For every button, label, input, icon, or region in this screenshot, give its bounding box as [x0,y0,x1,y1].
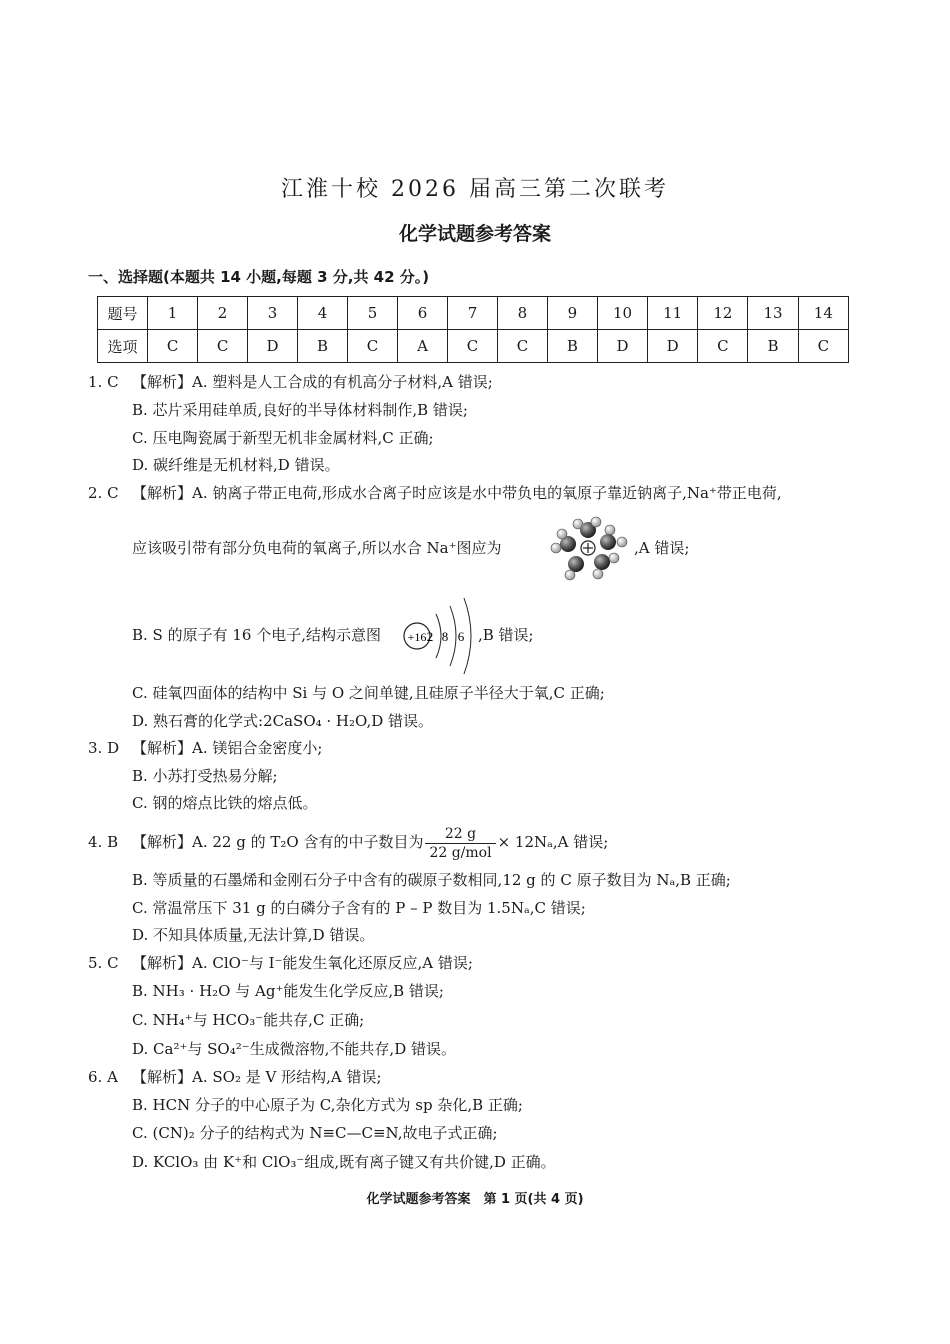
question-number: 9 [547,297,597,330]
q6-line-1 [88,1067,382,1087]
q5-line-2: B. NH₃ · H₂O 与 Ag⁺能发生化学反应,B 错误; [132,982,444,1000]
document-subtitle: 化学试题参考答案 [398,223,551,245]
answer-cell: C [698,330,748,363]
q2-line-3 [132,625,381,645]
electron-shell-arc [450,606,456,666]
q2-text-2a: 应该吸引带有部分负电荷的氧离子,所以水合 Na⁺图应为 [132,539,502,557]
q4-line-1 [88,822,608,862]
question-number: 11 [648,297,698,330]
page-footer: 化学试题参考答案 第 1 页(共 4 页) [366,1192,584,1207]
q2-number: 2. C [88,484,119,502]
answer-row [98,330,849,363]
q2-line-4: C. 硅氧四面体的结构中 Si 与 O 之间单键,且硅原子半径大于氧,C 正确; [132,684,605,702]
row-label-question: 题号 [98,297,148,330]
water-molecule [565,556,584,580]
q2-line-1 [88,483,782,503]
question-number: 13 [748,297,798,330]
answer-cell: C [447,330,497,363]
electron-shell-arc [436,614,441,658]
answer-cell: B [298,330,348,363]
q1-text-1: 【解析】A. 塑料是人工合成的有机高分子材料,A 错误; [132,373,493,391]
q4-text-1b: × 12Nₐ,A 错误; [497,833,609,851]
shell-electron-count: 8 [441,629,449,644]
q2-line-2 [132,538,502,558]
row-label-option: 选项 [98,330,148,363]
answer-cell: A [398,330,448,363]
q4-text-1a: 【解析】A. 22 g 的 T₂O 含有的中子数目为 [132,833,424,851]
q4-fraction [425,825,495,862]
q2-text-1: 【解析】A. 钠离子带正电荷,形成水合离子时应该是水中带负电的氧原子靠近钠离子,Na⁺带正电荷, [132,484,782,502]
q4-line-2: B. 等质量的石墨烯和金刚石分子中含有的碳原子数相同,12 g 的 C 原子数目为 Nₐ,B 正确; [132,871,731,889]
q6-line-2: B. HCN 分子的中心原子为 C,杂化方式为 sp 杂化,B 正确; [132,1096,523,1114]
water-molecule [600,525,627,550]
q1-line-4: D. 碳纤维是无机材料,D 错误。 [132,456,340,474]
q3-line-3: C. 钢的熔点比铁的熔点低。 [132,794,318,812]
nucleus-charge: +16 [407,630,427,644]
q5-line-4: D. Ca²⁺与 SO₄²⁻生成微溶物,不能共存,D 错误。 [132,1040,456,1058]
q6-text-1: 【解析】A. SO₂ 是 V 形结构,A 错误; [132,1068,382,1086]
q2-text-3a: B. S 的原子有 16 个电子,结构示意图 [132,626,381,644]
q5-number: 5. C [88,954,119,972]
q4-line-3: C. 常温常压下 31 g 的白磷分子含有的 P – P 数目为 1.5Nₐ,C 错误; [132,899,586,917]
q2-line-5: D. 熟石膏的化学式:2CaSO₄ · H₂O,D 错误。 [132,712,434,730]
q6-line-4: D. KClO₃ 由 K⁺和 ClO₃⁻组成,既有离子键又有共价键,D 正确。 [132,1153,556,1171]
question-number: 4 [298,297,348,330]
fraction-denominator: 22 g/mol [429,844,492,861]
answer-cell: C [198,330,248,363]
question-number-row [98,297,849,330]
answer-table [97,296,849,363]
answer-cell: C [497,330,547,363]
sulfur-atom-structure-diagram [400,596,482,676]
document-title: 江淮十校 2026 届高三第二次联考 [281,177,669,202]
q4-number: 4. B [88,833,119,851]
hydrated-sodium-ion-figure [548,512,638,582]
q3-number: 3. D [88,739,120,757]
sodium-ion [581,541,595,555]
q2-text-3b: ,B 错误; [478,626,534,644]
question-number: 12 [698,297,748,330]
answer-cell: C [798,330,848,363]
section-heading: 一、选择题(本题共 14 小题,每题 3 分,共 42 分。) [88,268,430,286]
answer-cell: D [648,330,698,363]
q3-text-1: 【解析】A. 镁铝合金密度小; [132,739,323,757]
q5-line-3: C. NH₄⁺与 HCO₃⁻能共存,C 正确; [132,1011,365,1029]
q1-line-3: C. 压电陶瓷属于新型无机非金属材料,C 正确; [132,429,434,447]
q3-line-2: B. 小苏打受热易分解; [132,767,278,785]
fraction-numerator: 22 g [425,825,495,844]
question-number: 1 [148,297,198,330]
answer-cell: C [148,330,198,363]
water-molecule [551,529,576,553]
question-number: 3 [248,297,298,330]
q3-line-1 [88,738,322,758]
q6-number: 6. A [88,1068,118,1086]
q2-text-2b: ,A 错误; [634,539,690,557]
q1-line-1 [88,372,493,392]
q1-line-2: B. 芯片采用硅单质,良好的半导体材料制作,B 错误; [132,401,468,419]
question-number: 2 [198,297,248,330]
q5-line-1 [88,953,473,973]
shell-electron-count: 6 [457,629,465,644]
shell-electron-count: 2 [426,629,434,644]
q6-line-3: C. (CN)₂ 分子的结构式为 N≡C—C≡N,故电子式正确; [132,1124,498,1142]
answer-cell: D [248,330,298,363]
answer-cell: B [547,330,597,363]
q1-number: 1. C [88,373,119,391]
answer-cell: B [748,330,798,363]
answer-cell: C [348,330,398,363]
q4-line-4: D. 不知具体质量,无法计算,D 错误。 [132,926,375,944]
electron-shell-arc [464,598,471,674]
question-number: 5 [348,297,398,330]
water-molecule [593,553,619,579]
question-number: 8 [497,297,547,330]
question-number: 10 [597,297,647,330]
question-number: 6 [398,297,448,330]
question-number: 7 [447,297,497,330]
answer-cell: D [597,330,647,363]
question-number: 14 [798,297,848,330]
q5-text-1: 【解析】A. ClO⁻与 I⁻能发生氧化还原反应,A 错误; [132,954,473,972]
water-molecule [573,517,601,538]
